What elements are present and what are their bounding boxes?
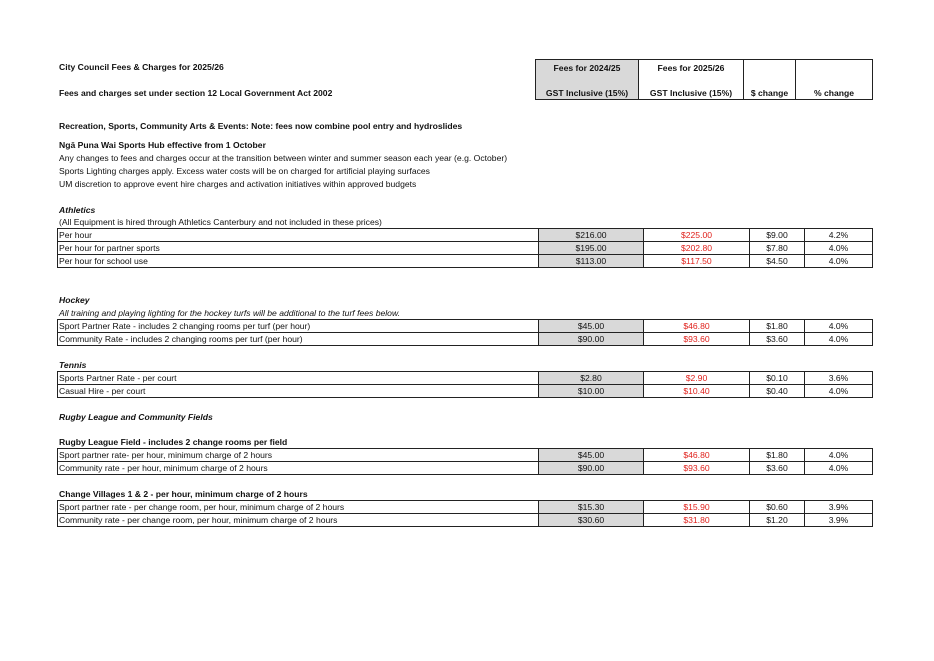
- fee-description: Sport partner rate - per change room, per hour, minimum charge of 2 hours: [58, 501, 539, 514]
- fee-2025-26: $202.80: [644, 242, 750, 255]
- dollar-change: $1.20: [750, 514, 805, 527]
- fee-description: Per hour for school use: [58, 255, 539, 268]
- section-title: Recreation, Sports, Community Arts & Events: Note: fees now combine pool entry and hydroslides: [59, 121, 463, 131]
- dollar-change: $0.10: [750, 372, 805, 385]
- column-header-fees-2025-26: [638, 59, 744, 100]
- fee-2024-25: $90.00: [539, 462, 644, 475]
- rugby-field-heading: Rugby League Field - includes 2 change rooms per field: [59, 437, 288, 447]
- fee-2025-26: $225.00: [644, 229, 750, 242]
- table-row: [58, 385, 873, 398]
- pct-change: 4.0%: [805, 449, 873, 462]
- pct-change: 4.0%: [805, 320, 873, 333]
- fee-2025-26: $2.90: [644, 372, 750, 385]
- dollar-change: $0.40: [750, 385, 805, 398]
- pct-change: 3.9%: [805, 514, 873, 527]
- fee-description: Per hour: [58, 229, 539, 242]
- pct-change: 4.0%: [805, 385, 873, 398]
- hub-title: Ngā Puna Wai Sports Hub effective from 1 October: [59, 140, 266, 150]
- fee-description: Per hour for partner sports: [58, 242, 539, 255]
- hockey-note: All training and playing lighting for the hockey turfs will be additional to the turf fees below.: [59, 308, 401, 318]
- fee-description: Community rate - per change room, per hour, minimum charge of 2 hours: [58, 514, 539, 527]
- table-row: [58, 333, 873, 346]
- fee-2024-25: $45.00: [539, 449, 644, 462]
- column-header-label: Fees for 2024/25: [553, 63, 621, 73]
- note-line: Any changes to fees and charges occur at the transition between winter and summer season each year (e.g. October): [59, 153, 508, 163]
- dollar-change: $4.50: [750, 255, 805, 268]
- pct-change: 4.2%: [805, 229, 873, 242]
- column-header-pct-change: [795, 59, 873, 100]
- fee-2025-26: $31.80: [644, 514, 750, 527]
- table-row: [58, 255, 873, 268]
- table-row: [58, 372, 873, 385]
- rugby-community-heading: Rugby League and Community Fields: [59, 412, 213, 422]
- fee-2024-25: $2.80: [539, 372, 644, 385]
- column-header-label: % change: [813, 88, 855, 98]
- table-row: [58, 501, 873, 514]
- hockey-heading: Hockey: [59, 295, 90, 305]
- pct-change: 4.0%: [805, 242, 873, 255]
- table-row: [58, 320, 873, 333]
- note-line: Sports Lighting charges apply. Excess water costs will be on charged for artificial playing surfaces: [59, 166, 430, 176]
- athletics-heading: Athletics: [59, 205, 96, 215]
- change-villages-heading: Change Villages 1 & 2 - per hour, minimum charge of 2 hours: [59, 489, 308, 499]
- fee-2024-25: $90.00: [539, 333, 644, 346]
- column-header-sublabel: GST Inclusive (15%): [545, 88, 629, 98]
- table-row: [58, 449, 873, 462]
- fee-description: Sport Partner Rate - includes 2 changing rooms per turf (per hour): [58, 320, 539, 333]
- table-row: [58, 462, 873, 475]
- fee-2024-25: $195.00: [539, 242, 644, 255]
- fee-2024-25: $15.30: [539, 501, 644, 514]
- fee-2025-26: $10.40: [644, 385, 750, 398]
- dollar-change: $0.60: [750, 501, 805, 514]
- pct-change: 4.0%: [805, 255, 873, 268]
- fee-2024-25: $216.00: [539, 229, 644, 242]
- document-title: City Council Fees & Charges for 2025/26: [59, 62, 224, 72]
- fee-2025-26: $46.80: [644, 449, 750, 462]
- athletics-note: (All Equipment is hired through Athletics Canterbury and not included in these prices): [59, 217, 382, 227]
- fee-2025-26: $93.60: [644, 333, 750, 346]
- pct-change: 3.9%: [805, 501, 873, 514]
- column-header-label: $ change: [750, 88, 789, 98]
- fee-2024-25: $10.00: [539, 385, 644, 398]
- hockey-fee-table: [57, 319, 873, 346]
- column-header-sublabel: GST Inclusive (15%): [649, 88, 733, 98]
- dollar-change: $1.80: [750, 449, 805, 462]
- fee-2024-25: $113.00: [539, 255, 644, 268]
- dollar-change: $9.00: [750, 229, 805, 242]
- fee-description: Sport partner rate- per hour, minimum charge of 2 hours: [58, 449, 539, 462]
- fee-2025-26: $117.50: [644, 255, 750, 268]
- fee-description: Community Rate - includes 2 changing rooms per turf (per hour): [58, 333, 539, 346]
- pct-change: 3.6%: [805, 372, 873, 385]
- fee-2024-25: $30.60: [539, 514, 644, 527]
- rugby-field-fee-table: [57, 448, 873, 475]
- fee-2025-26: $46.80: [644, 320, 750, 333]
- table-row: [58, 229, 873, 242]
- dollar-change: $3.60: [750, 333, 805, 346]
- column-header-fees-2024-25: [535, 59, 639, 100]
- dollar-change: $3.60: [750, 462, 805, 475]
- fee-description: Community rate - per hour, minimum charge of 2 hours: [58, 462, 539, 475]
- table-row: [58, 514, 873, 527]
- fee-description: Casual Hire - per court: [58, 385, 539, 398]
- document-subtitle: Fees and charges set under section 12 Local Government Act 2002: [59, 88, 333, 98]
- column-header-label: Fees for 2025/26: [657, 63, 725, 73]
- dollar-change: $1.80: [750, 320, 805, 333]
- tennis-heading: Tennis: [59, 360, 87, 370]
- note-line: UM discretion to approve event hire charges and activation initiatives within approved budgets: [59, 179, 417, 189]
- pct-change: 4.0%: [805, 462, 873, 475]
- change-villages-fee-table: [57, 500, 873, 527]
- fee-description: Sports Partner Rate - per court: [58, 372, 539, 385]
- fee-2024-25: $45.00: [539, 320, 644, 333]
- column-header-dollar-change: [743, 59, 796, 100]
- athletics-fee-table: [57, 228, 873, 268]
- table-row: [58, 242, 873, 255]
- fee-2025-26: $15.90: [644, 501, 750, 514]
- fee-2025-26: $93.60: [644, 462, 750, 475]
- dollar-change: $7.80: [750, 242, 805, 255]
- tennis-fee-table: [57, 371, 873, 398]
- pct-change: 4.0%: [805, 333, 873, 346]
